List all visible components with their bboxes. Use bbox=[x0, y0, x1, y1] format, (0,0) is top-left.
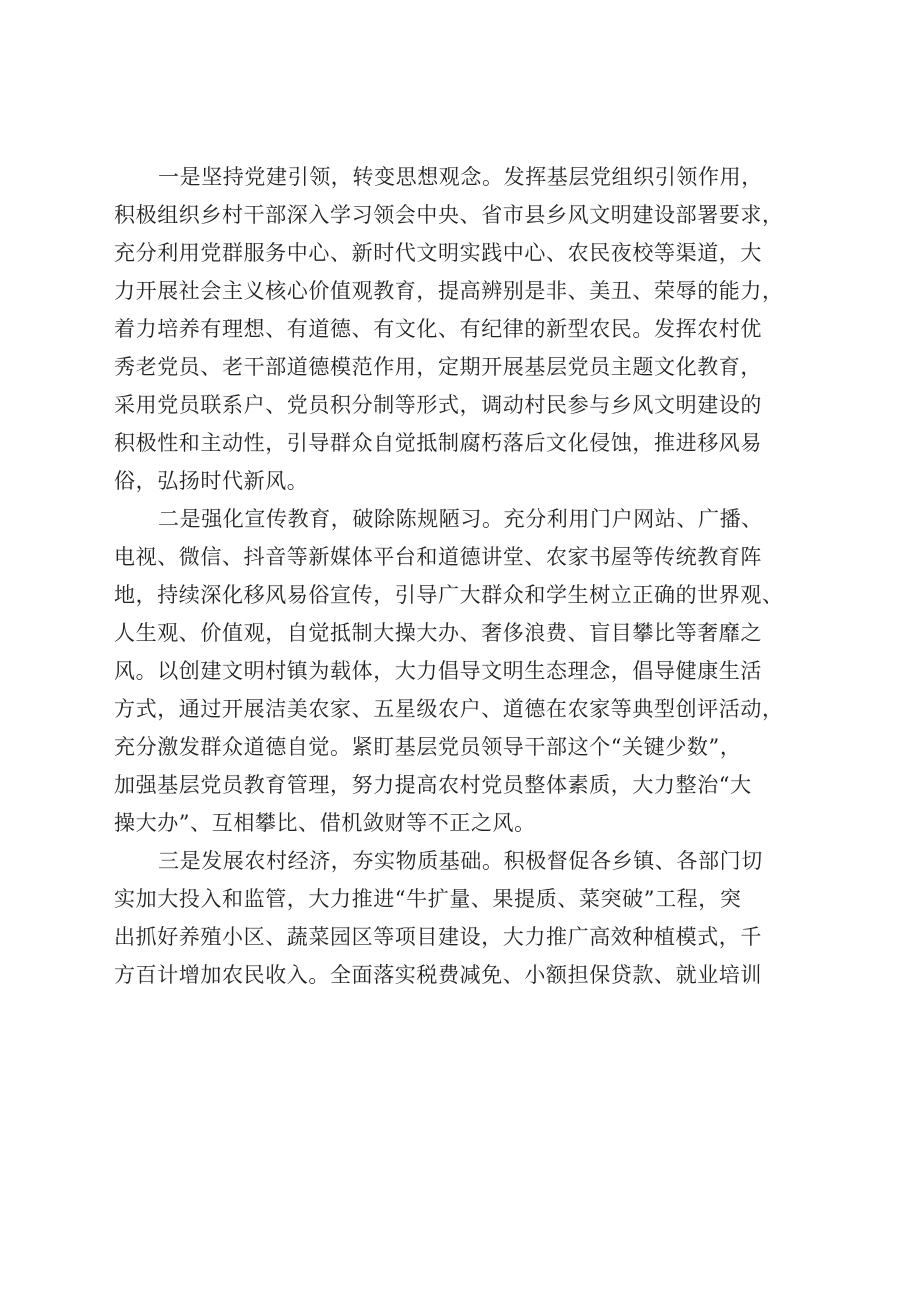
text-line: 地，持续深化移风易俗宣传，引导广大群众和学生树立正确的世界观、 bbox=[114, 583, 784, 607]
text-line: 采用党员联系户、党员积分制等形式，调动村民参与乡风文明建设的 bbox=[114, 393, 762, 417]
paragraph-2 bbox=[114, 500, 826, 842]
text-line: 二是强化宣传教育，破除陈规陋习。充分利用门户网站、广播、 bbox=[158, 507, 763, 531]
text-line: 力开展社会主义核心价值观教育，提高辨别是非、美丑、荣辱的能力， bbox=[114, 279, 784, 303]
paragraph-3 bbox=[114, 842, 826, 994]
text-line: 出抓好养殖小区、蔬菜园区等项目建设，大力推广高效种植模式，千 bbox=[114, 925, 762, 949]
text-line: 积极性和主动性，引导群众自觉抵制腐朽落后文化侵蚀，推进移风易 bbox=[114, 431, 762, 455]
text-line: 充分利用党群服务中心、新时代文明实践中心、农民夜校等渠道，大 bbox=[114, 241, 762, 265]
text-line: 三是发展农村经济，夯实物质基础。积极督促各乡镇、各部门切 bbox=[158, 849, 763, 873]
text-line: 一是坚持党建引领，转变思想观念。发挥基层党组织引领作用， bbox=[158, 165, 763, 189]
text-line: 方百计增加农民收入。全面落实税费减免、小额担保贷款、就业培训 bbox=[114, 963, 762, 987]
text-line: 着力培养有理想、有道德、有文化、有纪律的新型农民。发挥农村优 bbox=[114, 317, 762, 341]
text-line: 积极组织乡村干部深入学习领会中央、省市县乡风文明建设部署要求， bbox=[114, 203, 784, 227]
text-line: 实加大投入和监管，大力推进“牛扩量、果提质、菜突破”工程，突 bbox=[114, 887, 742, 911]
text-line: 充分激发群众道德自觉。紧盯基层党员领导干部这个“关键少数”， bbox=[114, 735, 742, 759]
paragraph-1 bbox=[114, 158, 826, 500]
text-line: 人生观、价值观，自觉抵制大操大办、奢侈浪费、盲目攀比等奢靡之 bbox=[114, 621, 762, 645]
text-line: 加强基层党员教育管理，努力提高农村党员整体素质，大力整治“大 bbox=[114, 773, 752, 797]
text-line: 电视、微信、抖音等新媒体平台和道德讲堂、农家书屋等传统教育阵 bbox=[114, 545, 762, 569]
text-line: 风。以创建文明村镇为载体，大力倡导文明生态理念，倡导健康生活 bbox=[114, 659, 762, 683]
text-line: 操大办”、互相攀比、借机敛财等不正之风。 bbox=[114, 811, 536, 835]
text-line: 方式，通过开展洁美农家、五星级农户、道德在农家等典型创评活动， bbox=[114, 697, 784, 721]
document-body bbox=[114, 158, 826, 994]
text-line: 俗，弘扬时代新风。 bbox=[114, 469, 309, 493]
text-line: 秀老党员、老干部道德模范作用，定期开展基层党员主题文化教育， bbox=[114, 355, 762, 379]
